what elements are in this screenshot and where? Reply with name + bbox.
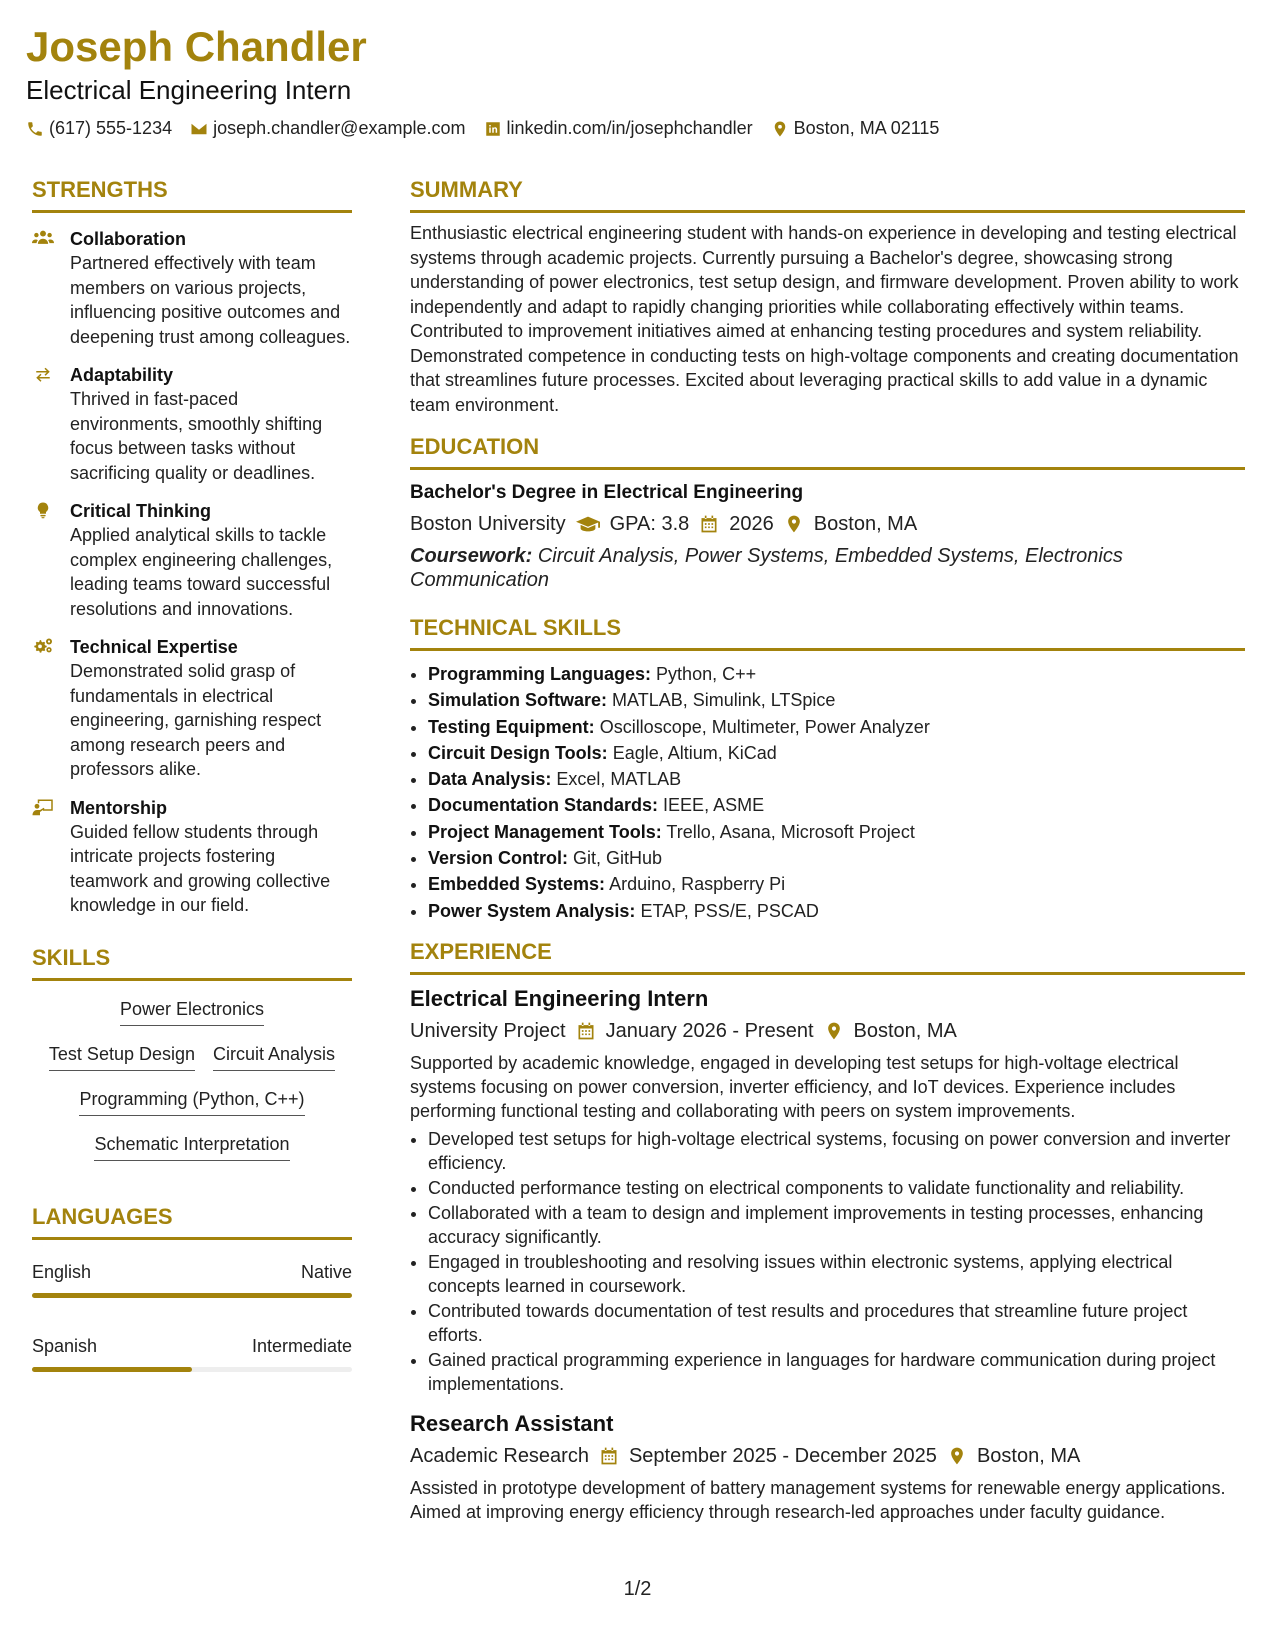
teacher-icon: [32, 798, 54, 816]
skill-label: Programming Languages:: [428, 664, 652, 684]
language-name: English: [32, 1261, 92, 1282]
skill-value: ETAP, PSS/E, PSCAD: [640, 900, 819, 921]
gpa: GPA: 3.8: [609, 513, 690, 535]
users-icon: [32, 229, 54, 247]
linkedin-icon: [484, 120, 502, 138]
strength-desc: Demonstrated solid grasp of fundamentals in electrical engineering, garnishing respect among research peers and professors alike.: [70, 661, 322, 779]
skill-value: IEEE, ASME: [663, 795, 765, 816]
contact-email[interactable]: [190, 118, 465, 139]
skills-heading: SKILLS: [32, 944, 352, 981]
language-name: Spanish: [32, 1335, 98, 1356]
strength-item: [32, 635, 352, 782]
candidate-title: Electrical Engineering Intern: [26, 75, 352, 105]
skill-tag: Circuit Analysis: [213, 1042, 335, 1071]
strength-desc: Thrived in fast-paced environments, smoothly shifting focus between tasks without sacrificing quality or deadlines.: [70, 389, 323, 483]
job-meta: [410, 1442, 1245, 1470]
skill-label: Data Analysis:: [428, 769, 552, 790]
graduation-cap-icon: [576, 514, 600, 534]
list-item: • Collaborated with a team to design and implement improvements in testing processes, enhancing accuracy significantly.: [428, 1201, 1245, 1249]
calendar-icon: [699, 514, 719, 534]
languages-heading: LANGUAGES: [32, 1203, 352, 1240]
location-text: Boston, MA 02115: [793, 118, 940, 138]
list-item: [428, 714, 1245, 740]
strengths-heading: STRENGTHS: [32, 176, 352, 213]
strengths-section: [32, 176, 352, 918]
skill-value: Git, GitHub: [573, 848, 663, 869]
list-item: [428, 898, 1245, 924]
strength-item: [32, 227, 352, 349]
job-org: University Project: [410, 1019, 566, 1042]
skill-label: Power System Analysis:: [428, 900, 636, 921]
skill-value: Oscilloscope, Multimeter, Power Analyzer: [599, 716, 930, 737]
strength-desc: Applied analytical skills to tackle complex engineering challenges, leading teams toward successful resolutions and innovations.: [70, 525, 333, 619]
map-marker-icon: [771, 120, 789, 138]
job-dates: January 2026 - Present: [605, 1019, 814, 1042]
summary-heading: SUMMARY: [410, 176, 1245, 213]
job-bullets: [410, 1127, 1245, 1396]
skill-value: MATLAB, Simulink, LTSpice: [612, 690, 836, 711]
skill-tag: Schematic Interpretation: [94, 1132, 289, 1161]
strength-desc: Guided fellow students through intricate projects fostering teamwork and growing collective knowledge in our field.: [70, 821, 331, 915]
list-item: [428, 819, 1245, 845]
degree-title: Bachelor's Degree in Electrical Engineering: [410, 482, 804, 503]
strength-name: Mentorship: [70, 797, 167, 818]
calendar-icon: [576, 1021, 596, 1041]
resume-header: [26, 22, 1246, 139]
language-proficiency-fill: [32, 1293, 352, 1298]
technical-skills-heading: TECHNICAL SKILLS: [410, 614, 1245, 651]
skill-value: Python, C++: [656, 664, 757, 684]
left-column: [32, 176, 352, 1372]
summary-section: [410, 176, 1245, 417]
list-item: [428, 740, 1245, 766]
contact-location: [771, 118, 940, 139]
right-column: [410, 176, 1245, 1524]
job-meta: [410, 1017, 1245, 1045]
skills-section: [32, 944, 352, 1161]
list-item: • Conducted performance testing on electrical components to validate functionality and reliability.: [428, 1176, 1245, 1200]
skill-label: Simulation Software:: [428, 690, 608, 711]
strength-name: Adaptability: [70, 365, 174, 385]
language-item: [32, 1260, 352, 1298]
lightbulb-icon: [32, 501, 54, 519]
skill-label: Embedded Systems:: [428, 874, 606, 895]
strength-name: Technical Expertise: [70, 637, 238, 657]
strength-name: Critical Thinking: [70, 501, 212, 521]
job-summary: Assisted in prototype development of battery management systems for renewable energy applications. Aimed at improving energy efficiency through research-led approaches under faculty guidance.: [410, 1477, 1226, 1522]
phone-icon: [26, 120, 44, 138]
language-proficiency-fill: [32, 1367, 192, 1372]
list-item: [428, 845, 1245, 871]
phone-text: (617) 555-1234: [49, 118, 173, 138]
summary-text: Enthusiastic electrical engineering student with hands-on experience in developing and testing electrical systems through academic projects. Currently pursuing a Bachelor's degree, showcasing strong understanding of power electronics, test setup design, and firmware development. Proven ability to work independently and adapt to rapidly changing priorities while collaborating effectively within teams. Contributed to improvement initiatives aimed at enhancing testing procedures and system reliability. Demonstrated competence in conducting tests on high-voltage components and creating documentation that streamlines future processes. Excited about leveraging practical skills to add value in a dynamic team environment.: [410, 223, 1239, 415]
skill-value: Eagle, Altium, KiCad: [612, 742, 777, 763]
experience-section: [410, 938, 1245, 1524]
education-heading: EDUCATION: [410, 433, 1245, 470]
skill-tag: Programming (Python, C++): [79, 1087, 304, 1116]
job-entry: [410, 985, 1245, 1396]
page-number: 1/2: [623, 1578, 652, 1600]
job-summary: Supported by academic knowledge, engaged in developing test setups for high-voltage electrical systems focusing on power conversion, inverter efficiency, and IoT devices. Experience includes performing functional testing and collaborating with peers on system improvements.: [410, 1052, 1179, 1121]
job-entry: [410, 1410, 1245, 1524]
list-item: • Engaged in troubleshooting and resolving issues within electronic systems, applying electrical concepts learned in coursework.: [428, 1250, 1245, 1298]
envelope-icon: [190, 120, 208, 138]
skill-value: Excel, MATLAB: [556, 769, 682, 790]
email-text: joseph.chandler@example.com: [213, 118, 466, 138]
job-location: Boston, MA: [976, 1444, 1081, 1467]
map-marker-icon: [824, 1021, 844, 1041]
language-level: Intermediate: [251, 1335, 352, 1356]
contact-phone[interactable]: [26, 118, 172, 139]
contact-bar: [26, 118, 1246, 139]
technical-skills-section: [410, 614, 1245, 924]
skill-value: Arduino, Raspberry Pi: [609, 874, 786, 895]
map-marker-icon: [784, 514, 804, 534]
coursework: [410, 544, 1245, 592]
list-item: [428, 661, 1245, 687]
list-item: [428, 792, 1245, 818]
languages-section: [32, 1203, 352, 1372]
skill-label: Version Control:: [428, 848, 569, 869]
skill-label: Documentation Standards:: [428, 795, 659, 816]
list-item: • Developed test setups for high-voltage electrical systems, focusing on power conversion and inverter efficiency.: [428, 1127, 1245, 1175]
coursework-label: Coursework:: [410, 545, 533, 567]
skill-value: Trello, Asana, Microsoft Project: [666, 821, 915, 842]
skill-label: Circuit Design Tools:: [428, 742, 608, 763]
map-marker-icon: [947, 1446, 967, 1466]
list-item: [428, 871, 1245, 897]
linkedin-text: linkedin.com/in/josephchandler: [506, 118, 753, 138]
education-location: Boston, MA: [813, 513, 918, 535]
technical-skills-list: [410, 661, 1245, 924]
list-item: [428, 687, 1245, 713]
skill-label: Testing Equipment:: [428, 716, 595, 737]
list-item: • Contributed towards documentation of test results and procedures that streamline future project efforts.: [428, 1299, 1245, 1347]
candidate-name: Joseph Chandler: [26, 23, 367, 70]
strength-item: [32, 499, 352, 621]
arrows-exchange-icon: [32, 365, 54, 383]
strength-item: [32, 796, 352, 918]
language-item: [32, 1334, 352, 1372]
strength-desc: Partnered effectively with team members on various projects, influencing positive outcomes and deepening trust among colleagues.: [70, 253, 351, 347]
education-meta: [410, 510, 1245, 538]
contact-linkedin[interactable]: [484, 118, 753, 139]
list-item: • Gained practical programming experience in languages for hardware communication during project implementations.: [428, 1348, 1245, 1396]
language-proficiency-bar: [32, 1367, 352, 1372]
skill-label: Project Management Tools:: [428, 821, 662, 842]
strength-item: [32, 363, 352, 485]
language-level: Native: [300, 1261, 352, 1282]
school-name: Boston University: [410, 513, 566, 535]
job-org: Academic Research: [410, 1444, 589, 1467]
education-section: [410, 433, 1245, 592]
skill-tag: Test Setup Design: [49, 1042, 195, 1071]
gears-icon: [32, 637, 54, 655]
list-item: [428, 766, 1245, 792]
coursework-list: Circuit Analysis, Power Systems, Embedded Systems, Electronics Communication: [410, 545, 1123, 591]
skill-tag: Power Electronics: [120, 997, 264, 1026]
job-title: Electrical Engineering Intern: [410, 985, 709, 1011]
job-location: Boston, MA: [853, 1019, 957, 1042]
experience-heading: EXPERIENCE: [410, 938, 1245, 975]
job-title: Research Assistant: [410, 1410, 614, 1436]
calendar-icon: [599, 1446, 619, 1466]
language-proficiency-bar: [32, 1293, 352, 1298]
job-dates: September 2025 - December 2025: [628, 1444, 937, 1467]
strength-name: Collaboration: [70, 229, 186, 249]
graduation-year: 2026: [729, 513, 774, 535]
